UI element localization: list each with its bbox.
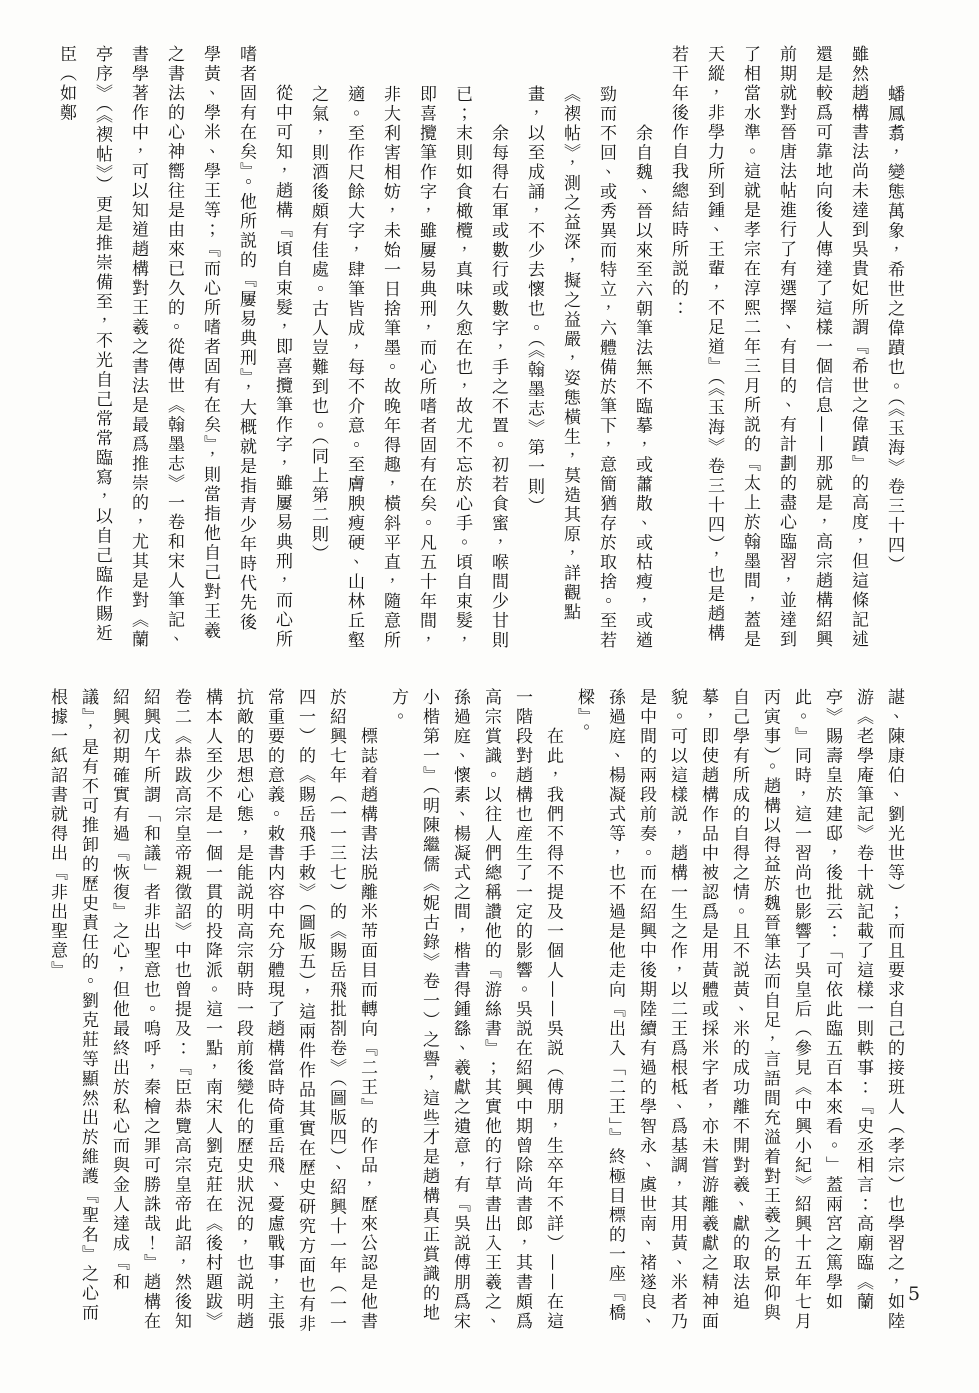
page-number: 5 <box>908 1283 921 1305</box>
body-paragraph: 雖然趙構書法尚未達到吳貴妃所謂『希世之偉蹟』的高度，但這條記述還是較爲可靠地向後人傳達了這樣一個信息——那就是，高宗趙構紹興前期就對晉唐法帖進行了有選擇、有目的、有計劃的盡心臨習，並達到了相當水準。這就是孝宗在淳熙二年三月所説的『太上於翰墨間，蓋是天縱，非學力所到鍾、王輩，不足道』（《玉海》卷三十四），也是趙構若干年後作自我總結時所説的： <box>668 45 868 650</box>
top-page-text <box>32 45 912 651</box>
quote-paragraph: 余每得右軍或數行或數字，手之不置。初若食蜜，喉間少甘則已；末則如食橄欖，真味久愈在也，故尤不忘於心手。頃自束髮，即喜攬筆作字，雖屢易典刑，而心所嗜者固有在矣。凡五十年間，非大利害相妨，未始一日捨筆墨。故晚年得趣，橫斜平直，隨意所適。至作尺餘大字，肆筆皆成，每不介意。至膚腴瘦硬、山林丘壑之氣，則酒後頗有佳處。古人豈難到也。（同上第二則） <box>308 85 508 651</box>
body-paragraph: 從中可知，趙構『頃自束髮，即喜攬筆作字，雖屢易典刑，而心所嗜者固有在矣』。他所説的『屢易典刑』，大概就是指青少年時代先後學黃、學米、學王等；『而心所嗜者固有在矣』，則當指他自己對王羲之書法的心神嚮往是由來已久的。從傳世《翰墨志》一卷和宋人筆記、書學著作中，可以知道趙構對王羲之書法是最爲推崇的，尤其是對《蘭亭序》（《禊帖》）更是推崇備至，不光自己常常臨寫，以自己臨作賜近臣（如鄭 <box>56 45 292 650</box>
quote-paragraph: 余自魏、晉以來至六朝筆法無不臨摹，或蕭散、或枯瘦，或遒勁而不回、或秀異而特立，六體備於筆下，意簡猶存於取捨。至若《禊帖》，測之益深，擬之益嚴，姿態橫生，莫造其原，詳觀點畫，以至成誦，不少去懷也。（《翰墨志》第一則） <box>524 85 652 651</box>
body-paragraph: 標誌着趙構書法脱離米芾面目而轉向『二王』的作品，歷來公認是他書於紹興七年（一一三七）的《賜岳飛批剳卷》（圖版四）、紹興十一年（一一四一）的《賜岳飛手敕》（圖版五），這兩件作品其實在歷史研究方面也有非常重要的意義。敕書内容中充分體現了趙構當時倚重岳飛、憂慮戰事，主張抗敵的思想心態，是能説明高宗朝時一段前後變化的歷史狀況的，也説明趙構本人至少不是一個一貫的投降派。這一點，南宋人劉克莊在《後村題跋》卷二《恭跋高宗皇帝親徵詔》中也曾提及：『臣恭覽高宗皇帝此詔，然後知紹興戊午所謂「和議」者非出聖意也。嗚呼，秦檜之罪可勝誅哉！』趙構在紹興初期確實有過『恢復』之心，但他最終出於私心而與金人達成『和議』，是有不可推卸的歷史責任的。劉克莊等顯然出於維護『聖名』之心而根據一紙詔書就得出『非出聖意』 <box>47 688 377 1334</box>
bottom-page-text <box>33 688 909 1336</box>
body-paragraph: 諶、陳康伯、劉光世等）；而且要求自己的接班人（孝宗）也學習之，如陸游《老學庵筆記》卷十就記載了這樣一則軼事：『史丞相言：高廟臨《蘭亭》賜壽皇於建邸，後批云：「可依此臨五百本來看。」蓋兩宮之篤學如此。』同時，這一習尚也影響了吳皇后（參見《中興小紀》紹興十五年七月丙寅事）。趙構以得益於魏晉筆法而自足，言語間充溢着對王羲之的景仰與自己學有所成的自得之情。且不説黃、米的成功離不開對羲、獻的取法追摹，即使趙構作品中被認爲是用黃體或採米字者，亦未嘗游離羲獻之精神面貌。可以這樣説，趙構一生之作，以二王爲根柢、爲基調，其用黃、米者乃是中間的兩段前奏。而在紹興中後期陸續有過的學智永、虞世南、褚遂良、孫過庭、楊凝式等，也不過是他走向『出入「二王」』終極目標的一座『橋樑』。 <box>574 688 904 1332</box>
body-paragraph: 在此，我們不得不提及一個人——吳説（傅朋，生卒年不詳）——在這一階段對趙構也産生了一定的影響。吳説在紹興中期曾除尚書郎，其書頗爲高宗賞識。以往人們總稱讚他的『游絲書』；其實他的行草書出入王羲之、孫過庭、懷素、楊凝式之間，楷書得鍾繇、羲獻之遺意，有『吳説傅朋爲宋小楷第一』（明陳繼儒《妮古錄》卷一）之譽，這些才是趙構真正賞識的地方。 <box>388 688 563 1332</box>
quote-paragraph: 蟠鳳翥，變態萬象，希世之偉蹟也。（《玉海》卷三十四） <box>884 85 904 575</box>
